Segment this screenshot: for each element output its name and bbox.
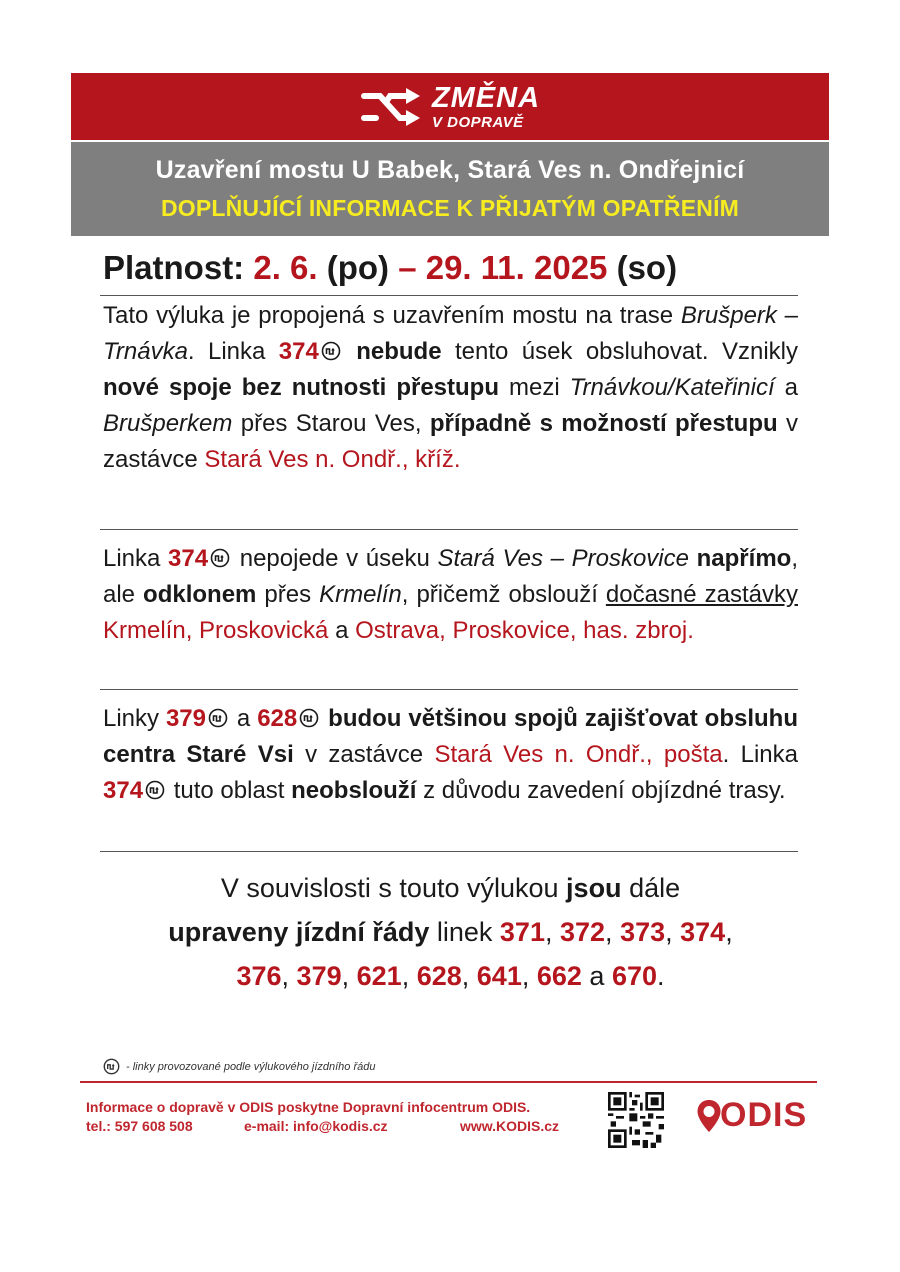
divider xyxy=(100,295,798,296)
validity-from: 2. 6. xyxy=(253,249,318,286)
divider xyxy=(100,689,798,690)
text: dále xyxy=(621,873,681,903)
logo-sub-text: V DOPRAVĚ xyxy=(431,113,524,131)
location-pin-icon xyxy=(696,1099,722,1133)
underlined-text: dočasné zastávky xyxy=(605,581,798,608)
line-badge xyxy=(279,334,343,370)
text: . Linka xyxy=(187,338,279,365)
place-name: Krmelín xyxy=(319,581,402,608)
phone: tel.: 597 608 508 xyxy=(86,1118,193,1134)
text: linek xyxy=(429,917,500,947)
text: a xyxy=(328,617,356,644)
line-badge xyxy=(103,773,167,809)
line-number: 374 xyxy=(278,338,319,365)
text: tuto oblast xyxy=(167,777,292,804)
text: přes xyxy=(256,581,320,608)
odis-logo xyxy=(696,1096,807,1135)
bold-text: odklonem xyxy=(143,581,257,608)
paragraph-3 xyxy=(103,701,798,809)
bold-text: případně s možností přestupu xyxy=(429,410,778,437)
bold-text: nové spoje bez nutnosti přestupu xyxy=(103,374,499,401)
validity-line xyxy=(103,249,677,287)
stop-name: Ostrava, Proskovice, has. zbroj. xyxy=(355,617,694,644)
text: a xyxy=(581,961,612,991)
line-number: 374 xyxy=(168,545,209,572)
line-number: 376 xyxy=(236,961,282,991)
bold-text: nebude xyxy=(356,338,442,365)
text: v zastávce xyxy=(293,741,435,768)
header-banner xyxy=(71,73,829,140)
odis-brand-text: ODIS xyxy=(720,1096,808,1134)
website-link[interactable]: www.KODIS.cz xyxy=(460,1118,560,1134)
line-badge xyxy=(168,541,232,577)
text: z důvodu zavedení objízdné trasy. xyxy=(416,777,786,804)
text: , přičemž obslouží xyxy=(401,581,606,608)
text: mezi xyxy=(499,374,570,401)
line-number: 641 xyxy=(476,961,522,991)
text: nepojede v úseku xyxy=(232,545,438,572)
diversion-schedule-icon xyxy=(299,708,319,728)
legend-text: - linky provozované podle výlukového jízdního řádu xyxy=(126,1060,376,1073)
line-badge xyxy=(257,701,321,737)
line-number: 371 xyxy=(499,917,545,947)
divider xyxy=(100,851,798,852)
contact-info xyxy=(86,1098,559,1136)
text: a xyxy=(774,374,798,401)
place-name: Brušperkem xyxy=(103,410,233,437)
validity-label: Platnost: xyxy=(103,249,245,286)
zmena-logo xyxy=(360,81,541,131)
stop-name: Stará Ves n. Ondř., pošta xyxy=(434,741,723,768)
text: a xyxy=(230,705,258,732)
diversion-schedule-icon xyxy=(103,1058,120,1075)
line-number: 662 xyxy=(536,961,582,991)
bold-text: jsou xyxy=(566,873,622,903)
footer-divider xyxy=(80,1081,817,1083)
stop-name: Krmelín, Proskovická xyxy=(103,617,329,644)
email-link[interactable]: e-mail: info@kodis.cz xyxy=(244,1118,388,1134)
subheader-box xyxy=(71,142,829,236)
notice-title: Uzavření mostu U Babek, Stará Ves n. Ondřejnicí xyxy=(155,156,745,184)
line-number: 379 xyxy=(165,705,206,732)
line-number: 373 xyxy=(620,917,666,947)
logo-main-text: ZMĚNA xyxy=(431,81,541,114)
info-line: Informace o dopravě v ODIS poskytne Dopravní infocentrum ODIS. xyxy=(86,1099,531,1115)
diversion-schedule-icon xyxy=(145,780,165,800)
text: přes Starou Ves, xyxy=(232,410,430,437)
summary-paragraph: V souvislosti s touto výlukou jsou dále upraveny jízdní řády linek 371, 372, 373, 374, 376, 379, 621, 628, 641, 662 a 670. xyxy=(168,873,733,991)
text: tento úsek obsluhovat. Vznikly xyxy=(441,338,798,365)
legend-note xyxy=(103,1058,375,1075)
line-number: 372 xyxy=(559,917,606,947)
validity-to: – 29. 11. 2025 xyxy=(398,249,608,286)
route-name: Brušperk – Trnávka xyxy=(103,302,798,365)
line-number: 621 xyxy=(356,961,402,991)
line-number: 374 xyxy=(680,917,726,947)
bold-text: upraveny jízdní řády xyxy=(168,917,430,947)
validity-to-day: (so) xyxy=(616,249,678,286)
diversion-schedule-icon xyxy=(321,341,341,361)
text: v zastávce xyxy=(103,410,798,473)
route-name: Stará Ves – Proskovice xyxy=(437,545,689,572)
text: Tato výluka je propojená s uzavřením mostu na trase xyxy=(103,302,681,329)
paragraph-1 xyxy=(103,298,798,478)
line-badge xyxy=(166,701,230,737)
line-number: 628 xyxy=(416,961,462,991)
text: Linky xyxy=(103,705,166,732)
text: . xyxy=(657,961,665,991)
shuffle-arrows-icon xyxy=(360,84,422,130)
validity-from-day: (po) xyxy=(326,249,390,286)
qr-code xyxy=(608,1092,664,1148)
paragraph-2 xyxy=(103,541,798,649)
bold-text: budou většinou spojů zajišťovat obsluhu centra Staré Vsi xyxy=(103,705,798,768)
diversion-schedule-icon xyxy=(208,708,228,728)
text: . Linka xyxy=(722,741,798,768)
bold-text: neobslouží xyxy=(291,777,417,804)
place-name: Trnávkou/Kateřinicí xyxy=(569,374,775,401)
text: V souvislosti s touto výlukou xyxy=(220,873,567,903)
line-number: 670 xyxy=(611,961,658,991)
line-number: 379 xyxy=(296,961,342,991)
notice-subtitle: DOPLŇUJÍCÍ INFORMACE K PŘIJATÝM OPATŘENÍM xyxy=(160,195,740,221)
text xyxy=(689,545,697,572)
text: Linka xyxy=(103,545,169,572)
divider xyxy=(100,529,798,530)
line-number: 628 xyxy=(257,705,298,732)
stop-name: Stará Ves n. Ondř., kříž. xyxy=(204,446,461,473)
bold-text: napřímo xyxy=(696,545,792,572)
diversion-schedule-icon xyxy=(210,548,230,568)
text: , ale xyxy=(103,545,798,608)
line-number: 374 xyxy=(103,777,144,804)
